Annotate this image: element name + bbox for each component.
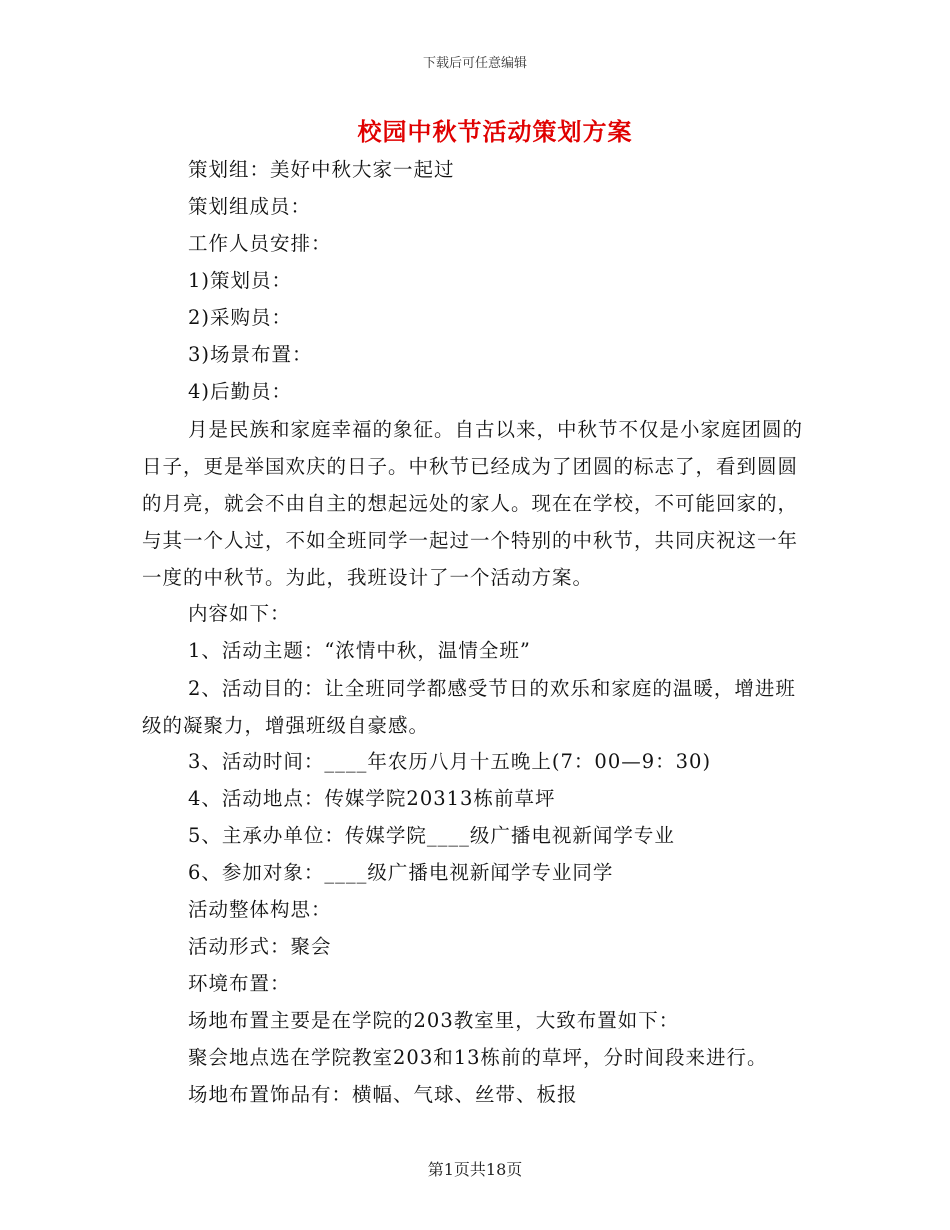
activity-theme-line: 1、活动主题：“浓情中秋，温情全班” (188, 639, 531, 662)
activity-location-line: 4、活动地点：传媒学院20313栋前草坪 (188, 787, 556, 810)
staff-arrangement-line: 工作人员安排： (188, 232, 332, 255)
planning-group-line: 策划组：美好中秋大家一起过 (188, 158, 455, 181)
environment-setup-line: 环境布置： (188, 972, 291, 995)
participants-line: 6、参加对象：____级广播电视新闻学专业同学 (188, 861, 614, 884)
overall-concept-line: 活动整体构思： (188, 898, 332, 921)
content-heading: 内容如下： (188, 602, 291, 625)
intro-paragraph: 月是民族和家庭幸福的象征。自古以来，中秋节不仅是小家庭团圆的日子，更是举国欢庆的日子。中秋节已经成为了团圆的标志了，看到圆圆的月亮，就会不由自主的想起远处的家人。现在在学校，不可能回家的，与其一个人过，不如全班同学一起过一个特别的中秋节，共同庆祝这一年一度的中秋节。为此，我班设计了一个活动方案。 (142, 418, 804, 589)
activity-time-line: 3、活动时间：____年农历八月十五晚上(7：00—9：30) (188, 750, 712, 773)
activity-purpose-paragraph: 2、活动目的：让全班同学都感受节日的欢乐和家庭的温暖，增进班级的凝聚力，增强班级自豪感。 (142, 677, 796, 737)
page-footer: 第1页共18页 (427, 1160, 523, 1179)
scene-setup-line: 3)场景布置： (188, 343, 313, 366)
activity-form-line: 活动形式：聚会 (188, 935, 332, 958)
planner-line: 1)策划员： (188, 269, 293, 292)
organizer-line: 5、主承办单位：传媒学院____级广播电视新闻学专业 (188, 824, 675, 847)
page-header: 下载后可任意编辑 (422, 56, 527, 71)
gathering-location-line: 聚会地点选在学院教室203和13栋前的草坪，分时间段来进行。 (188, 1046, 768, 1069)
document-title: 校园中秋节活动策划方案 (357, 117, 633, 146)
venue-setup-line: 场地布置主要是在学院的203教室里，大致布置如下： (188, 1009, 680, 1032)
logistics-line: 4)后勤员： (188, 380, 293, 403)
group-members-line: 策划组成员： (188, 195, 312, 218)
purchaser-line: 2)采购员： (188, 306, 293, 329)
decorations-line: 场地布置饰品有：横幅、气球、丝带、板报 (188, 1083, 578, 1106)
